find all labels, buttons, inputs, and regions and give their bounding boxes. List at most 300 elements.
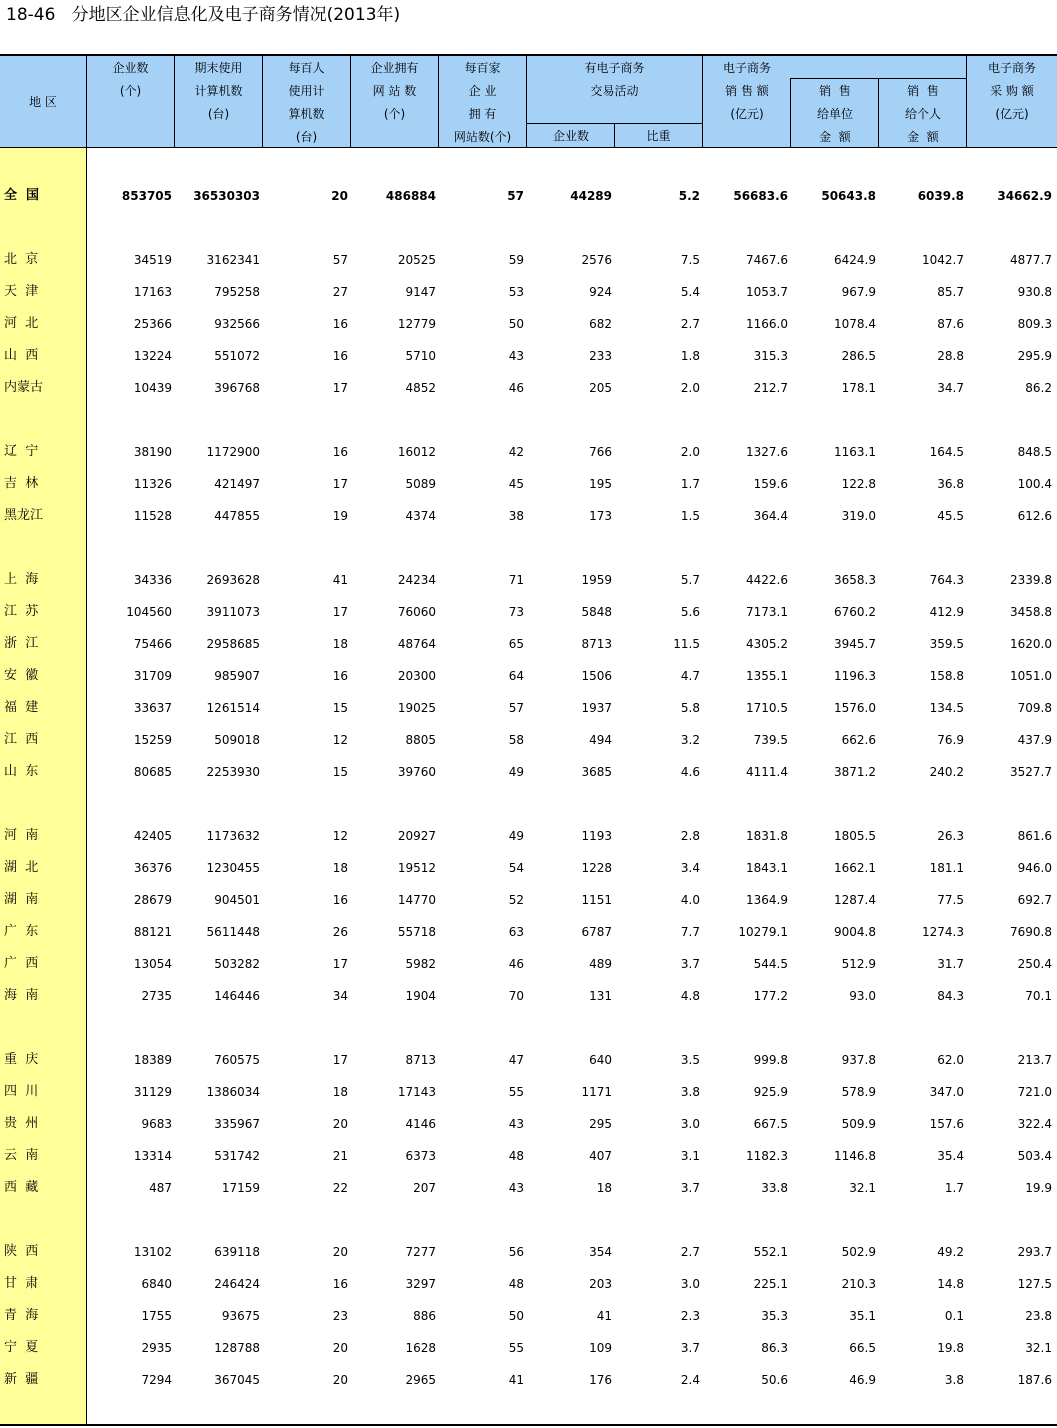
- region-label: 新 疆: [4, 1372, 39, 1387]
- table-cell: 212.7: [753, 381, 788, 395]
- table-cell: 4.7: [680, 669, 700, 683]
- table-cell: 177.2: [753, 989, 788, 1003]
- header-divider: [262, 56, 263, 147]
- table-cell: 45.5: [937, 509, 964, 523]
- table-cell: 335967: [214, 1117, 260, 1131]
- table-cell: 157.6: [929, 1117, 964, 1131]
- table-cell: 1710.5: [746, 701, 788, 715]
- table-cell: 925.9: [753, 1085, 788, 1099]
- header-divider: [614, 124, 615, 147]
- table-cell: 12: [332, 829, 348, 843]
- table-cell: 1171: [581, 1085, 612, 1099]
- table-cell: 3.0: [680, 1117, 700, 1131]
- table-cell: 4877.7: [1010, 253, 1052, 267]
- table-cell: 87.6: [937, 317, 964, 331]
- table-cell: 6760.2: [834, 605, 876, 619]
- table-cell: 4146: [405, 1117, 436, 1131]
- table-cell: 195: [589, 477, 612, 491]
- table-cell: 122.8: [841, 477, 876, 491]
- table-cell: 13224: [133, 349, 172, 363]
- table-cell: 412.9: [929, 605, 964, 619]
- table-cell: 14770: [397, 893, 436, 907]
- table-cell: 84.3: [937, 989, 964, 1003]
- table-cell: 62.0: [937, 1053, 964, 1067]
- table-cell: 181.1: [929, 861, 964, 875]
- table-cell: 13102: [133, 1245, 172, 1259]
- table-cell: 54: [508, 861, 524, 875]
- table-cell: 55718: [397, 925, 436, 939]
- table-cell: 19025: [397, 701, 436, 715]
- table-cell: 15259: [133, 733, 172, 747]
- table-cell: 1831.8: [746, 829, 788, 843]
- table-cell: 11326: [133, 477, 172, 491]
- table-cell: 3.7: [680, 1341, 700, 1355]
- table-cell: 210.3: [841, 1277, 876, 1291]
- table-cell: 58: [508, 733, 524, 747]
- header-bottom-rule: [0, 147, 1057, 148]
- table-cell: 70.1: [1025, 989, 1052, 1003]
- header-divider: [966, 56, 967, 147]
- region-label: 福 建: [4, 700, 39, 715]
- header-enterprises: 企业数 (个): [112, 61, 149, 98]
- table-cell: 20525: [397, 253, 436, 267]
- table-cell: 18: [332, 1085, 348, 1099]
- table-cell: 0.1: [944, 1309, 964, 1323]
- table-cell: 75466: [133, 637, 172, 651]
- table-cell: 42: [508, 445, 524, 459]
- table-cell: 16: [332, 445, 348, 459]
- region-label: 宁 夏: [4, 1340, 39, 1355]
- table-cell: 315.3: [753, 349, 788, 363]
- table-cell: 502.9: [841, 1245, 876, 1259]
- region-label: 江 苏: [4, 604, 39, 619]
- table-cell: 19.9: [1025, 1181, 1052, 1195]
- table-cell: 1904: [405, 989, 436, 1003]
- table-cell: 319.0: [841, 509, 876, 523]
- table-cell: 71: [508, 573, 524, 587]
- table-cell: 19: [332, 509, 348, 523]
- table-cell: 35.1: [849, 1309, 876, 1323]
- table-cell: 1620.0: [1010, 637, 1052, 651]
- header-subrule-sales: [791, 78, 967, 79]
- table-cell: 93.0: [849, 989, 876, 1003]
- table-cell: 18: [332, 637, 348, 651]
- table-cell: 24234: [397, 573, 436, 587]
- region-label: 吉 林: [4, 476, 39, 491]
- table-cell: 20: [332, 1245, 348, 1259]
- table-cell: 2935: [141, 1341, 172, 1355]
- region-label: 湖 南: [4, 892, 39, 907]
- table-cell: 20: [332, 1373, 348, 1387]
- table-cell: 31709: [133, 669, 172, 683]
- table-cell: 46.9: [849, 1373, 876, 1387]
- table-cell: 240.2: [929, 765, 964, 779]
- table-cell: 47: [508, 1053, 524, 1067]
- table-cell: 17159: [221, 1181, 260, 1195]
- header-region: 地 区: [29, 95, 57, 109]
- table-cell: 2253930: [206, 765, 260, 779]
- table-cell: 55: [508, 1341, 524, 1355]
- table-cell: 7294: [141, 1373, 172, 1387]
- region-label: 辽 宁: [4, 444, 39, 459]
- table-cell: 70: [508, 989, 524, 1003]
- table-cell: 16012: [397, 445, 436, 459]
- table-cell: 421497: [214, 477, 260, 491]
- table-cell: 1196.3: [834, 669, 876, 683]
- table-cell: 1.5: [680, 509, 700, 523]
- region-label: 山 西: [4, 348, 39, 363]
- table-cell: 22: [332, 1181, 348, 1195]
- table-cell: 1.8: [680, 349, 700, 363]
- table-cell: 2.8: [680, 829, 700, 843]
- header-divider: [702, 56, 703, 147]
- table-cell: 5.6: [680, 605, 700, 619]
- table-cell: 2576: [581, 253, 612, 267]
- region-label: 江 西: [4, 732, 39, 747]
- table-cell: 3527.7: [1010, 765, 1052, 779]
- table-cell: 18389: [133, 1053, 172, 1067]
- table-cell: 4374: [405, 509, 436, 523]
- table-cell: 48764: [397, 637, 436, 651]
- table-cell: 18: [596, 1181, 612, 1195]
- table-cell: 20927: [397, 829, 436, 843]
- table-cell: 2693628: [206, 573, 260, 587]
- table-cell: 930.8: [1017, 285, 1052, 299]
- national-region-label: 全 国: [4, 188, 40, 203]
- table-cell: 3.1: [680, 1149, 700, 1163]
- table-cell: 937.8: [841, 1053, 876, 1067]
- region-label: 广 东: [4, 924, 39, 939]
- table-cell: 3.5: [680, 1053, 700, 1067]
- table-cell: 347.0: [929, 1085, 964, 1099]
- table-cell: 19.8: [937, 1341, 964, 1355]
- header-ecommerce-sales: 电子商务 销 售 额 (亿元): [722, 61, 771, 121]
- table-cell: 15: [332, 701, 348, 715]
- region-label: 重 庆: [4, 1052, 39, 1067]
- header-divider: [878, 78, 879, 147]
- national-value-cell: 486884: [385, 189, 436, 203]
- table-cell: 46: [508, 957, 524, 971]
- table-cell: 760575: [214, 1053, 260, 1067]
- table-cell: 73: [508, 605, 524, 619]
- table-cell: 2.7: [680, 1245, 700, 1259]
- table-cell: 100.4: [1017, 477, 1052, 491]
- table-cell: 159.6: [753, 477, 788, 491]
- table-cell: 2.7: [680, 317, 700, 331]
- table-cell: 12779: [397, 317, 436, 331]
- region-label: 陕 西: [4, 1244, 39, 1259]
- table-cell: 76.9: [937, 733, 964, 747]
- national-value-cell: 20: [331, 189, 348, 203]
- table-cell: 18: [332, 861, 348, 875]
- table-cell: 1173632: [206, 829, 260, 843]
- table-cell: 6840: [141, 1277, 172, 1291]
- table-cell: 494: [589, 733, 612, 747]
- region-label: 四 川: [4, 1084, 39, 1099]
- table-cell: 173: [589, 509, 612, 523]
- table-cell: 26.3: [937, 829, 964, 843]
- table-cell: 57: [332, 253, 348, 267]
- table-cell: 7.7: [680, 925, 700, 939]
- table-cell: 640: [589, 1053, 612, 1067]
- region-label: 甘 肃: [4, 1276, 39, 1291]
- region-label: 黑龙江: [4, 508, 44, 523]
- table-cell: 3658.3: [834, 573, 876, 587]
- table-cell: 1182.3: [746, 1149, 788, 1163]
- national-value-cell: 34662.9: [997, 189, 1052, 203]
- table-cell: 3.2: [680, 733, 700, 747]
- table-cell: 1506: [581, 669, 612, 683]
- table-cell: 203: [589, 1277, 612, 1291]
- table-cell: 16: [332, 349, 348, 363]
- table-cell: 16: [332, 669, 348, 683]
- table-cell: 17: [332, 381, 348, 395]
- table-cell: 359.5: [929, 637, 964, 651]
- header-divider: [526, 56, 527, 147]
- table-cell: 34519: [133, 253, 172, 267]
- table-cell: 5.8: [680, 701, 700, 715]
- table-cell: 861.6: [1017, 829, 1052, 843]
- table-cell: 7.5: [680, 253, 700, 267]
- header-divider: [790, 78, 791, 147]
- national-value-cell: 56683.6: [733, 189, 788, 203]
- table-cell: 28679: [133, 893, 172, 907]
- table-cell: 23: [332, 1309, 348, 1323]
- table-cell: 437.9: [1017, 733, 1052, 747]
- table-cell: 48: [508, 1149, 524, 1163]
- table-cell: 10439: [133, 381, 172, 395]
- table-cell: 639118: [214, 1245, 260, 1259]
- table-cell: 63: [508, 925, 524, 939]
- table-cell: 3.7: [680, 1181, 700, 1195]
- table-cell: 213.7: [1017, 1053, 1052, 1067]
- table-cell: 1937: [581, 701, 612, 715]
- table-cell: 7277: [405, 1245, 436, 1259]
- table-cell: 503.4: [1017, 1149, 1052, 1163]
- region-label: 云 南: [4, 1148, 39, 1163]
- table-cell: 904501: [214, 893, 260, 907]
- table-cell: 16: [332, 317, 348, 331]
- region-label: 天 津: [4, 284, 39, 299]
- table-cell: 127.5: [1017, 1277, 1052, 1291]
- table-cell: 999.8: [753, 1053, 788, 1067]
- table-cell: 56: [508, 1245, 524, 1259]
- table-cell: 34336: [133, 573, 172, 587]
- table-cell: 2.3: [680, 1309, 700, 1323]
- table-cell: 59: [508, 253, 524, 267]
- table-cell: 4.6: [680, 765, 700, 779]
- region-label: 河 南: [4, 828, 39, 843]
- table-cell: 205: [589, 381, 612, 395]
- table-cell: 13314: [133, 1149, 172, 1163]
- table-cell: 109: [589, 1341, 612, 1355]
- table-cell: 848.5: [1017, 445, 1052, 459]
- header-divider: [438, 56, 439, 147]
- table-cell: 354: [589, 1245, 612, 1259]
- table-cell: 34: [332, 989, 348, 1003]
- table-cell: 76060: [397, 605, 436, 619]
- table-cell: 721.0: [1017, 1085, 1052, 1099]
- region-label: 浙 江: [4, 636, 39, 651]
- table-cell: 10279.1: [738, 925, 788, 939]
- table-cell: 4852: [405, 381, 436, 395]
- table-cell: 19512: [397, 861, 436, 875]
- table-cell: 1843.1: [746, 861, 788, 875]
- table-cell: 17: [332, 605, 348, 619]
- table-cell: 3.8: [680, 1085, 700, 1099]
- header-websites-per-100: 每百家 企 业 拥 有 网站数(个): [453, 61, 512, 144]
- table-cell: 33.8: [761, 1181, 788, 1195]
- region-label: 湖 北: [4, 860, 39, 875]
- table-cell: 86.3: [761, 1341, 788, 1355]
- table-cell: 42405: [133, 829, 172, 843]
- table-cell: 1166.0: [746, 317, 788, 331]
- header-trade-share: 比重: [646, 129, 671, 143]
- table-cell: 14.8: [937, 1277, 964, 1291]
- table-cell: 85.7: [937, 285, 964, 299]
- national-value-cell: 853705: [121, 189, 172, 203]
- table-cell: 1287.4: [834, 893, 876, 907]
- region-label: 安 徽: [4, 668, 39, 683]
- table-cell: 50.6: [761, 1373, 788, 1387]
- table-cell: 20: [332, 1341, 348, 1355]
- table-cell: 65: [508, 637, 524, 651]
- region-column-band: [0, 148, 86, 1424]
- table-cell: 1193: [581, 829, 612, 843]
- table-cell: 6787: [581, 925, 612, 939]
- table-cell: 146446: [214, 989, 260, 1003]
- table-cell: 3.0: [680, 1277, 700, 1291]
- table-cell: 41: [332, 573, 348, 587]
- table-cell: 4.0: [680, 893, 700, 907]
- table-cell: 3297: [405, 1277, 436, 1291]
- region-label: 广 西: [4, 956, 39, 971]
- table-cell: 35.3: [761, 1309, 788, 1323]
- table-cell: 5.7: [680, 573, 700, 587]
- table-cell: 6373: [405, 1149, 436, 1163]
- table-cell: 41: [596, 1309, 612, 1323]
- table-cell: 50: [508, 1309, 524, 1323]
- table-cell: 12: [332, 733, 348, 747]
- national-value-cell: 44289: [570, 189, 612, 203]
- table-cell: 41: [508, 1373, 524, 1387]
- table-cell: 6424.9: [834, 253, 876, 267]
- table-cell: 1146.8: [834, 1149, 876, 1163]
- table-cell: 86.2: [1025, 381, 1052, 395]
- table-cell: 551072: [214, 349, 260, 363]
- table-cell: 1364.9: [746, 893, 788, 907]
- table-cell: 1274.3: [922, 925, 964, 939]
- table-cell: 4111.4: [746, 765, 788, 779]
- table-cell: 36.8: [937, 477, 964, 491]
- table-cell: 2.0: [680, 381, 700, 395]
- national-value-cell: 5.2: [678, 189, 700, 203]
- table-cell: 16: [332, 893, 348, 907]
- table-cell: 128788: [214, 1341, 260, 1355]
- region-label: 北 京: [4, 252, 39, 267]
- table-cell: 8713: [581, 637, 612, 651]
- table-cell: 1261514: [206, 701, 260, 715]
- table-cell: 795258: [214, 285, 260, 299]
- table-cell: 1228: [581, 861, 612, 875]
- table-cell: 886: [413, 1309, 436, 1323]
- table-cell: 3.8: [944, 1373, 964, 1387]
- table-cell: 295: [589, 1117, 612, 1131]
- table-cell: 766: [589, 445, 612, 459]
- table-cell: 1051.0: [1010, 669, 1052, 683]
- table-cell: 578.9: [841, 1085, 876, 1099]
- bottom-rule: [0, 1424, 1057, 1426]
- region-label: 上 海: [4, 572, 39, 587]
- header-computers: 期末使用 计算机数 (台): [194, 61, 243, 121]
- table-cell: 764.3: [929, 573, 964, 587]
- region-label: 青 海: [4, 1308, 39, 1323]
- table-cell: 946.0: [1017, 861, 1052, 875]
- table-cell: 2.4: [680, 1373, 700, 1387]
- table-cell: 8713: [405, 1053, 436, 1067]
- header-trade-count: 企业数: [552, 129, 589, 143]
- table-cell: 17143: [397, 1085, 436, 1099]
- table-cell: 39760: [397, 765, 436, 779]
- table-cell: 21: [332, 1149, 348, 1163]
- table-cell: 53: [508, 285, 524, 299]
- table-cell: 1172900: [206, 445, 260, 459]
- table-cell: 38190: [133, 445, 172, 459]
- table-cell: 1053.7: [746, 285, 788, 299]
- table-cell: 25366: [133, 317, 172, 331]
- table-cell: 2339.8: [1010, 573, 1052, 587]
- table-cell: 49: [508, 765, 524, 779]
- table-cell: 17: [332, 957, 348, 971]
- table-cell: 45: [508, 477, 524, 491]
- table-cell: 1628: [405, 1341, 436, 1355]
- table-cell: 48: [508, 1277, 524, 1291]
- table-cell: 509.9: [841, 1117, 876, 1131]
- table-cell: 8805: [405, 733, 436, 747]
- table-title: 18-46 分地区企业信息化及电子商务情况(2013年): [6, 5, 401, 25]
- table-cell: 77.5: [937, 893, 964, 907]
- table-cell: 5710: [405, 349, 436, 363]
- table-cell: 15: [332, 765, 348, 779]
- table-cell: 46: [508, 381, 524, 395]
- table-cell: 9147: [405, 285, 436, 299]
- table-cell: 809.3: [1017, 317, 1052, 331]
- table-cell: 32.1: [1025, 1341, 1052, 1355]
- national-value-cell: 50643.8: [821, 189, 876, 203]
- table-cell: 1805.5: [834, 829, 876, 843]
- table-cell: 932566: [214, 317, 260, 331]
- table-cell: 207: [413, 1181, 436, 1195]
- table-cell: 31129: [133, 1085, 172, 1099]
- table-cell: 1163.1: [834, 445, 876, 459]
- table-cell: 246424: [214, 1277, 260, 1291]
- table-cell: 447855: [214, 509, 260, 523]
- table-cell: 104560: [126, 605, 172, 619]
- table-cell: 512.9: [841, 957, 876, 971]
- table-cell: 35.4: [937, 1149, 964, 1163]
- table-cell: 16: [332, 1277, 348, 1291]
- table-cell: 7467.6: [746, 253, 788, 267]
- table-cell: 4422.6: [746, 573, 788, 587]
- table-cell: 5848: [581, 605, 612, 619]
- table-cell: 17: [332, 1053, 348, 1067]
- table-cell: 1576.0: [834, 701, 876, 715]
- table-cell: 93675: [221, 1309, 260, 1323]
- table-cell: 225.1: [753, 1277, 788, 1291]
- table-cell: 322.4: [1017, 1117, 1052, 1131]
- table-cell: 5089: [405, 477, 436, 491]
- table-cell: 692.7: [1017, 893, 1052, 907]
